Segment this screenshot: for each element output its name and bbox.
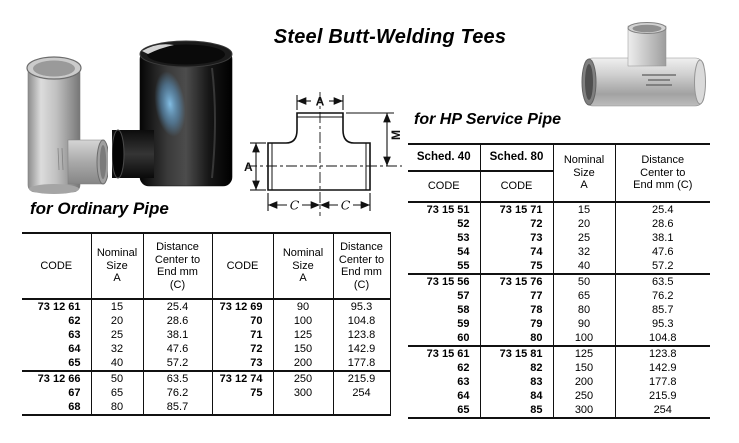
distance-cell: 63.5: [615, 274, 710, 289]
table-row: [22, 328, 390, 342]
code-cell: 74: [480, 245, 553, 259]
code-cell: 84: [480, 389, 553, 403]
col-header-sched-40: Sched. 40: [408, 144, 480, 171]
table-row: [22, 314, 390, 328]
table-row: [408, 202, 710, 217]
table-row: [22, 400, 390, 415]
tee-outline: [268, 113, 370, 190]
table-row: [408, 346, 710, 361]
distance-cell: 104.8: [333, 314, 390, 328]
code-cell: 73 12 69: [212, 299, 273, 314]
distance-cell: 85.7: [615, 303, 710, 317]
table-row: [408, 274, 710, 289]
code-cell: 65: [68, 357, 81, 369]
header-row: [22, 233, 390, 299]
col-header-distance: Distance Center to End mm (C): [615, 144, 710, 202]
tee-dimension-diagram: [242, 80, 412, 230]
size-cell: 20: [91, 314, 143, 328]
size-cell: 32: [553, 245, 615, 259]
distance-cell: 254: [333, 386, 390, 400]
size-cell: 250: [273, 371, 333, 386]
distance-cell: 76.2: [615, 289, 710, 303]
code-cell: 53: [457, 232, 470, 244]
size-cell: 90: [273, 299, 333, 314]
code-cell: 73 15 81: [480, 346, 553, 361]
distance-cell: 85.7: [143, 400, 212, 415]
section-heading-hp-service-pipe: for HP Service Pipe: [414, 111, 562, 128]
distance-cell: 47.6: [143, 342, 212, 356]
code-cell: 64: [68, 343, 81, 355]
code-cell: 60: [457, 332, 470, 344]
size-cell: 25: [91, 328, 143, 342]
black-steel-tee-photo: [112, 38, 237, 190]
code-cell: 52: [457, 218, 470, 230]
table-row: [22, 371, 390, 386]
centerlines: [246, 92, 402, 216]
code-cell: 73 15 51: [426, 204, 470, 216]
code-cell: 73 12 61: [37, 301, 81, 313]
table-row: [408, 289, 710, 303]
size-cell: 300: [273, 386, 333, 400]
size-cell: 90: [553, 317, 615, 331]
col-header-nominal-size: Nominal Size A: [273, 233, 333, 299]
code-cell: 75: [480, 259, 553, 274]
table-row: [408, 375, 710, 389]
size-cell: 50: [553, 274, 615, 289]
code-cell: 71: [212, 328, 273, 342]
size-cell: 65: [553, 289, 615, 303]
code-cell: [212, 400, 273, 415]
code-cell: 73: [480, 231, 553, 245]
distance-cell: 215.9: [333, 371, 390, 386]
code-cell: 64: [457, 390, 470, 402]
size-cell: 80: [553, 303, 615, 317]
distance-cell: [333, 400, 390, 415]
distance-cell: 123.8: [333, 328, 390, 342]
size-cell: 125: [553, 346, 615, 361]
hp-service-pipe-table: [408, 143, 710, 419]
code-cell: 68: [68, 401, 81, 413]
code-cell: 63: [457, 376, 470, 388]
code-cell: 75: [212, 386, 273, 400]
distance-cell: 142.9: [333, 342, 390, 356]
col-header-code: CODE: [212, 233, 273, 299]
distance-cell: 215.9: [615, 389, 710, 403]
table-row: [408, 331, 710, 346]
size-cell: 200: [273, 356, 333, 371]
header-row: [408, 144, 710, 171]
table-row: [408, 403, 710, 418]
code-cell: 55: [457, 260, 470, 272]
code-cell: 62: [457, 362, 470, 374]
dim-label-a-top: A: [315, 94, 325, 109]
code-cell: 73 15 56: [408, 274, 480, 289]
distance-cell: 95.3: [333, 299, 390, 314]
code-cell: 83: [480, 375, 553, 389]
distance-cell: 25.4: [615, 202, 710, 217]
code-cell: 62: [68, 315, 81, 327]
code-cell: 78: [480, 303, 553, 317]
distance-cell: 47.6: [615, 245, 710, 259]
col-header-sched-80: Sched. 80: [480, 144, 553, 171]
size-cell: 50: [91, 371, 143, 386]
page-title: Steel Butt-Welding Tees: [273, 26, 507, 48]
table-row: [408, 389, 710, 403]
code-cell: 65: [457, 404, 470, 416]
col-header-distance: Distance Center to End mm (C): [143, 233, 212, 299]
section-heading-ordinary-pipe: for Ordinary Pipe: [30, 199, 169, 218]
distance-cell: 123.8: [615, 346, 710, 361]
distance-cell: 57.2: [143, 356, 212, 371]
code-cell: 57: [457, 290, 470, 302]
size-cell: 15: [91, 299, 143, 314]
code-cell: 72: [212, 342, 273, 356]
distance-cell: 177.8: [615, 375, 710, 389]
dim-label-c-left: C: [289, 197, 300, 213]
code-cell: 79: [480, 317, 553, 331]
code-cell: 67: [68, 387, 81, 399]
table-row: [22, 356, 390, 371]
size-cell: 200: [553, 375, 615, 389]
table-row: [408, 303, 710, 317]
size-cell: 300: [553, 403, 615, 418]
col-header-nominal-size: Nominal Size A: [91, 233, 143, 299]
size-cell: 100: [273, 314, 333, 328]
hp-stainless-tee-photo: [576, 18, 712, 116]
table-row: [408, 217, 710, 231]
size-cell: 15: [553, 202, 615, 217]
dim-label-m-right: M: [389, 130, 403, 140]
code-cell: 77: [480, 289, 553, 303]
size-cell: 40: [553, 259, 615, 274]
code-cell: 72: [480, 217, 553, 231]
table-row: [408, 361, 710, 375]
table-row: [408, 231, 710, 245]
code-cell: 70: [212, 314, 273, 328]
code-cell: 59: [457, 318, 470, 330]
size-cell: 80: [91, 400, 143, 415]
table-row: [22, 342, 390, 356]
code-cell: 63: [68, 329, 81, 341]
code-cell: 73 15 71: [480, 202, 553, 217]
table-row: [22, 386, 390, 400]
table-row: [408, 245, 710, 259]
ordinary-pipe-table: [22, 232, 391, 416]
table-row: [22, 299, 390, 314]
col-header-code: CODE: [408, 171, 480, 202]
code-cell: 85: [480, 403, 553, 418]
distance-cell: 57.2: [615, 259, 710, 274]
distance-cell: 63.5: [143, 371, 212, 386]
code-cell: 58: [457, 304, 470, 316]
stainless-tee-photo: [18, 52, 108, 197]
table-row: [408, 259, 710, 274]
col-header-distance: Distance Center to End mm (C): [333, 233, 390, 299]
col-header-code: CODE: [480, 171, 553, 202]
code-cell: 80: [480, 331, 553, 346]
code-cell: 73 15 61: [408, 346, 480, 361]
code-cell: 73 12 66: [22, 371, 91, 386]
distance-cell: 28.6: [143, 314, 212, 328]
size-cell: 150: [553, 361, 615, 375]
dim-label-c-right: C: [340, 197, 351, 213]
col-header-code: CODE: [22, 233, 91, 299]
col-header-nominal-size: Nominal Size A: [553, 144, 615, 202]
distance-cell: 38.1: [615, 231, 710, 245]
code-cell: 73 15 76: [480, 274, 553, 289]
distance-cell: 38.1: [143, 328, 212, 342]
size-cell: [273, 400, 333, 415]
distance-cell: 25.4: [143, 299, 212, 314]
size-cell: 40: [91, 356, 143, 371]
distance-cell: 104.8: [615, 331, 710, 346]
size-cell: 65: [91, 386, 143, 400]
size-cell: 25: [553, 231, 615, 245]
size-cell: 20: [553, 217, 615, 231]
distance-cell: 28.6: [615, 217, 710, 231]
distance-cell: 177.8: [333, 356, 390, 371]
code-cell: 73: [212, 356, 273, 371]
size-cell: 100: [553, 331, 615, 346]
distance-cell: 254: [615, 403, 710, 418]
table-row: [408, 317, 710, 331]
distance-cell: 142.9: [615, 361, 710, 375]
distance-cell: 76.2: [143, 386, 212, 400]
code-cell: 82: [480, 361, 553, 375]
size-cell: 150: [273, 342, 333, 356]
code-cell: 73 12 74: [212, 371, 273, 386]
distance-cell: 95.3: [615, 317, 710, 331]
size-cell: 125: [273, 328, 333, 342]
size-cell: 32: [91, 342, 143, 356]
code-cell: 54: [457, 246, 470, 258]
dim-label-a-left: A: [244, 160, 253, 174]
size-cell: 250: [553, 389, 615, 403]
